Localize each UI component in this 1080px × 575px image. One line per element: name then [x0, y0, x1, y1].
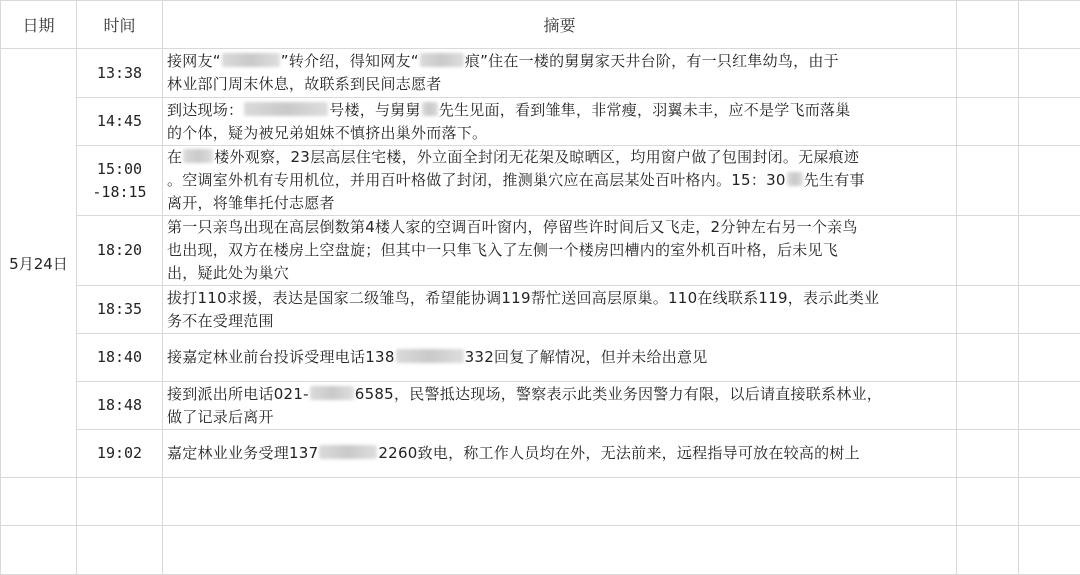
redacted-text: [420, 53, 464, 67]
empty-cell[interactable]: [77, 478, 163, 526]
time-cell[interactable]: [77, 98, 163, 146]
summary-line: [167, 239, 952, 262]
time-text: 19:02: [77, 442, 162, 465]
summary-text: 出，疑此处为巢穴: [167, 264, 289, 282]
empty-cell[interactable]: [1019, 49, 1080, 98]
redacted-text: [396, 349, 464, 363]
empty-cell[interactable]: [957, 286, 1019, 334]
summary-text: 楼外观察，23层高层住宅楼，外立面全封闭无花架及晾晒区，均用窗户做了包围封闭。无屎痕迹: [214, 148, 859, 166]
time-text: -18:15: [77, 181, 162, 204]
empty-cell[interactable]: [163, 478, 957, 526]
time-text: 18:40: [77, 346, 162, 369]
time-text: 15:00: [77, 158, 162, 181]
summary-text: 先生有事: [804, 171, 865, 189]
date-cell[interactable]: 5月24日: [1, 49, 77, 478]
time-cell[interactable]: [77, 430, 163, 478]
time-text: 13:38: [77, 62, 162, 85]
summary-line: [167, 287, 952, 310]
summary-line: [167, 122, 952, 145]
empty-cell[interactable]: [1019, 98, 1080, 146]
empty-cell[interactable]: [1019, 1, 1080, 49]
empty-cell[interactable]: [957, 216, 1019, 286]
empty-cell[interactable]: [957, 1, 1019, 49]
summary-text: 做了记录后离开: [167, 408, 274, 426]
table-row: [1, 382, 1080, 430]
empty-row: [1, 478, 1080, 526]
time-cell[interactable]: [77, 334, 163, 382]
empty-cell[interactable]: [1019, 382, 1080, 430]
header-row: [1, 1, 1080, 49]
summary-text: 接嘉定林业前台投诉受理电话138: [167, 348, 395, 366]
empty-cell[interactable]: [957, 478, 1019, 526]
time-cell[interactable]: [77, 382, 163, 430]
empty-cell[interactable]: [957, 334, 1019, 382]
summary-text: 。空调室外机有专用机位，并用百叶格做了封闭，推测巢穴应在高层某处百叶格内。15：30: [167, 171, 786, 189]
empty-cell[interactable]: [1019, 430, 1080, 478]
time-text: 18:20: [77, 239, 162, 262]
summary-line: [167, 262, 952, 285]
empty-cell[interactable]: [957, 526, 1019, 575]
summary-line: [167, 73, 952, 96]
summary-line: [167, 216, 952, 239]
summary-text: 号楼，与舅舅: [329, 101, 421, 119]
summary-text: 第一只亲鸟出现在高层倒数第4楼人家的空调百叶窗内，停留些许时间后又飞走，2分钟左右另一个亲鸟: [167, 218, 858, 236]
redacted-text: [319, 445, 377, 459]
empty-cell[interactable]: [1019, 216, 1080, 286]
summary-line: [167, 146, 952, 169]
summary-line: [167, 50, 952, 73]
table-row: [1, 430, 1080, 478]
summary-text: 接到派出所电话021-: [167, 385, 309, 403]
summary-line: [167, 406, 952, 429]
empty-cell[interactable]: [1, 526, 77, 575]
redacted-text: [787, 172, 803, 186]
summary-text: 6585，民警抵达现场，警察表示此类业务因警力有限，以后请直接联系林业，: [355, 385, 882, 403]
table-row: [1, 49, 1080, 98]
time-text: 18:48: [77, 394, 162, 417]
summary-text: 在: [167, 148, 182, 166]
table-row: [1, 146, 1080, 216]
empty-cell[interactable]: [163, 526, 957, 575]
summary-line: [167, 310, 952, 333]
summary-cell[interactable]: [163, 334, 957, 382]
time-text: 14:45: [77, 110, 162, 133]
summary-line: [167, 99, 952, 122]
redacted-text: [183, 149, 213, 163]
summary-text: 接网友“: [167, 52, 221, 70]
redacted-text: [310, 386, 354, 400]
table-row: [1, 98, 1080, 146]
table-row: [1, 216, 1080, 286]
summary-text: 拔打110求援，表达是国家二级雏鸟，希望能协调119帮忙送回高层原巢。110在线联系119，表示此类业: [167, 289, 879, 307]
time-text: 18:35: [77, 298, 162, 321]
empty-cell[interactable]: [1019, 286, 1080, 334]
header-summary[interactable]: 摘要: [163, 1, 957, 49]
empty-cell[interactable]: [957, 382, 1019, 430]
summary-cell[interactable]: [163, 382, 957, 430]
empty-cell[interactable]: [77, 526, 163, 575]
summary-cell[interactable]: [163, 430, 957, 478]
summary-text: 也出现，双方在楼房上空盘旋；但其中一只隼飞入了左侧一个楼房凹槽内的室外机百叶格，后未见飞: [167, 241, 838, 259]
summary-line: [167, 346, 952, 369]
summary-text: 的个体，疑为被兄弟姐妹不慎挤出巢外而落下。: [167, 124, 487, 142]
redacted-text: [422, 102, 438, 116]
summary-cell[interactable]: [163, 216, 957, 286]
summary-text: 先生见面，看到雏隼，非常瘦，羽翼未丰，应不是学飞而落巢: [439, 101, 851, 119]
time-cell[interactable]: [77, 286, 163, 334]
summary-text: 务不在受理范围: [167, 312, 274, 330]
summary-cell[interactable]: [163, 49, 957, 98]
summary-cell[interactable]: [163, 286, 957, 334]
redacted-text: [244, 102, 328, 116]
time-cell[interactable]: [77, 146, 163, 216]
empty-cell[interactable]: [957, 430, 1019, 478]
summary-line: [167, 442, 952, 465]
summary-text: ”转介绍，得知网友“: [281, 52, 419, 70]
summary-text: 嘉定林业业务受理137: [167, 444, 318, 462]
redacted-text: [222, 53, 280, 67]
empty-cell[interactable]: [1019, 334, 1080, 382]
summary-line: [167, 192, 952, 215]
summary-text: 离开，将雏隼托付志愿者: [167, 194, 335, 212]
empty-cell[interactable]: [957, 98, 1019, 146]
summary-line: [167, 169, 952, 192]
table-row: [1, 334, 1080, 382]
empty-row: [1, 526, 1080, 575]
empty-cell[interactable]: [957, 146, 1019, 216]
summary-text: 痕”住在一楼的舅舅家天井台阶，有一只红隼幼鸟，由于: [465, 52, 839, 70]
summary-cell[interactable]: [163, 146, 957, 216]
table-row: [1, 286, 1080, 334]
summary-line: [167, 383, 952, 406]
header-date[interactable]: 日期: [1, 1, 77, 49]
empty-cell[interactable]: [1, 478, 77, 526]
empty-cell[interactable]: [957, 49, 1019, 98]
summary-text: 到达现场：: [167, 101, 243, 119]
empty-cell[interactable]: [1019, 146, 1080, 216]
header-time[interactable]: 时间: [77, 1, 163, 49]
summary-text: 2260致电，称工作人员均在外，无法前来，远程指导可放在较高的树上: [378, 444, 859, 462]
time-cell[interactable]: [77, 216, 163, 286]
empty-cell[interactable]: [1019, 526, 1080, 575]
summary-cell[interactable]: [163, 98, 957, 146]
empty-cell[interactable]: [1019, 478, 1080, 526]
summary-text: 林业部门周末休息，故联系到民间志愿者: [167, 75, 442, 93]
summary-text: 332回复了解情况，但并未给出意见: [465, 348, 708, 366]
time-cell[interactable]: [77, 49, 163, 98]
